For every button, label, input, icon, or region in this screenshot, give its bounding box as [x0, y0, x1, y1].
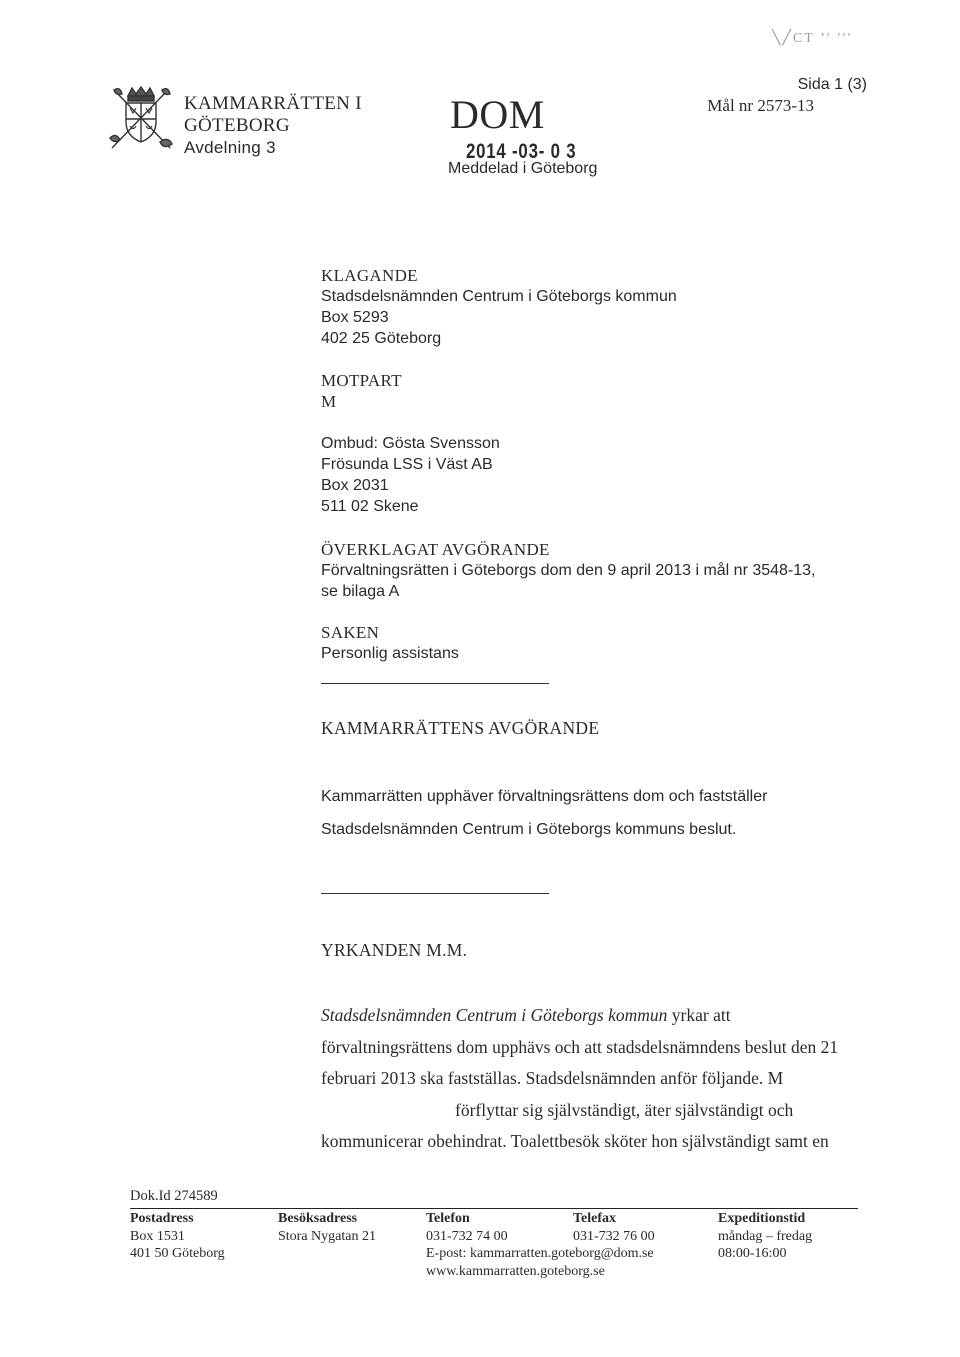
footer-postal: [130, 1210, 225, 1263]
footer-fax: [573, 1210, 655, 1245]
footer-postal-line: Box 1531: [130, 1228, 185, 1244]
saken-line: Personlig assistans: [321, 645, 459, 662]
case-number: Mål nr 2573-13: [707, 96, 814, 115]
footer-postal-title: Postadress: [130, 1211, 194, 1226]
footer-phone-line: 031-732 74 00: [426, 1228, 508, 1244]
decision-line: Kammarrätten upphäver förvaltningsrättens dom och fastställer: [321, 788, 768, 805]
claims-line: förflyttar sig självständigt, äter självständigt och: [455, 1099, 794, 1120]
claims-line: februari 2013 ska fastställas. Stadsdelsnämnden anför följande. M: [321, 1068, 784, 1088]
court-name-line2: GÖTEBORG: [184, 115, 290, 136]
decision-line: Stadsdelsnämnden Centrum i Göteborgs kommuns beslut.: [321, 821, 737, 838]
footer-hours: [718, 1210, 812, 1263]
doc-id: Dok.Id 274589: [130, 1188, 218, 1204]
claims-line: förvaltningsrättens dom upphävs och att stadsdelsnämndens beslut den 21: [321, 1036, 839, 1057]
saken-title: SAKEN: [321, 623, 380, 642]
footer-fax-line: 031-732 76 00: [573, 1228, 655, 1244]
saken-section: [321, 622, 459, 664]
motpart-name: M: [321, 392, 337, 411]
footer-postal-line: 401 50 Göteborg: [130, 1246, 225, 1261]
coat-of-arms-logo: [108, 86, 174, 156]
motpart-title: MOTPART: [321, 371, 402, 390]
motpart-line: Ombud: Gösta Svensson: [321, 435, 500, 452]
klagande-line: Box 5293: [321, 309, 389, 326]
footer-visit: [278, 1210, 376, 1245]
handwritten-scribble: ╲╱СТ ʼ′ ′′′: [772, 31, 853, 46]
footer-hours-line: 08:00-16:00: [718, 1246, 787, 1261]
footer-email: E-post: kammarratten.goteborg@dom.se: [426, 1246, 654, 1261]
claims-line: kommunicerar obehindrat. Toalettbesök sköter hon självständigt samt en: [321, 1131, 829, 1151]
division: Avdelning 3: [184, 138, 276, 157]
motpart-section: [321, 370, 500, 517]
footer-fax-title: Telefax: [573, 1211, 617, 1226]
divider: [321, 893, 549, 894]
page-number: Sida 1 (3): [797, 76, 867, 93]
issued-place: Meddelad i Göteborg: [448, 160, 598, 177]
footer-phone: [426, 1210, 508, 1245]
klagande-line: Stadsdelsnämnden Centrum i Göteborgs kommun: [321, 288, 677, 305]
motpart-line: 511 02 Skene: [321, 498, 419, 515]
divider: [321, 683, 549, 684]
appealed-decision-line: Förvaltningsrätten i Göteborgs dom den 9 april 2013 i mål nr 3548-13,: [321, 562, 816, 579]
footer-email-web: [426, 1245, 654, 1280]
doc-type-title: DOM: [450, 92, 545, 137]
claims-title: YRKANDEN M.M.: [321, 940, 468, 960]
date-stamp: 2014 -03- 0 3: [466, 140, 577, 163]
klagande-title: KLAGANDE: [321, 266, 418, 285]
appealed-decision-title: ÖVERKLAGAT AVGÖRANDE: [321, 540, 550, 559]
klagande-line: 402 25 Göteborg: [321, 330, 442, 347]
footer-visit-line: Stora Nygatan 21: [278, 1228, 376, 1244]
claims-line1-rest: yrkar att: [671, 1005, 731, 1025]
court-name-line1: KAMMARRÄTTEN I: [184, 93, 362, 114]
footer-web: www.kammarratten.goteborg.se: [426, 1263, 605, 1279]
decision-text: [321, 780, 767, 846]
claims-text: [321, 1000, 881, 1158]
claims-line: [321, 1000, 881, 1032]
claims-italic-lead: Stadsdelsnämnden Centrum i Göteborgs kommun: [321, 1005, 668, 1025]
motpart-line: Box 2031: [321, 477, 389, 494]
motpart-line: Frösunda LSS i Väst AB: [321, 456, 493, 473]
court-name: [184, 93, 362, 159]
appealed-decision-line: se bilaga A: [321, 583, 400, 600]
footer-rule: [130, 1208, 858, 1209]
footer-phone-title: Telefon: [426, 1211, 470, 1226]
decision-title: KAMMARRÄTTENS AVGÖRANDE: [321, 718, 600, 738]
klagande-section: [321, 265, 677, 349]
footer-visit-title: Besöksadress: [278, 1211, 358, 1226]
appealed-decision-section: [321, 539, 816, 602]
footer-hours-line: måndag – fredag: [718, 1228, 813, 1244]
footer-hours-title: Expeditionstid: [718, 1211, 806, 1226]
